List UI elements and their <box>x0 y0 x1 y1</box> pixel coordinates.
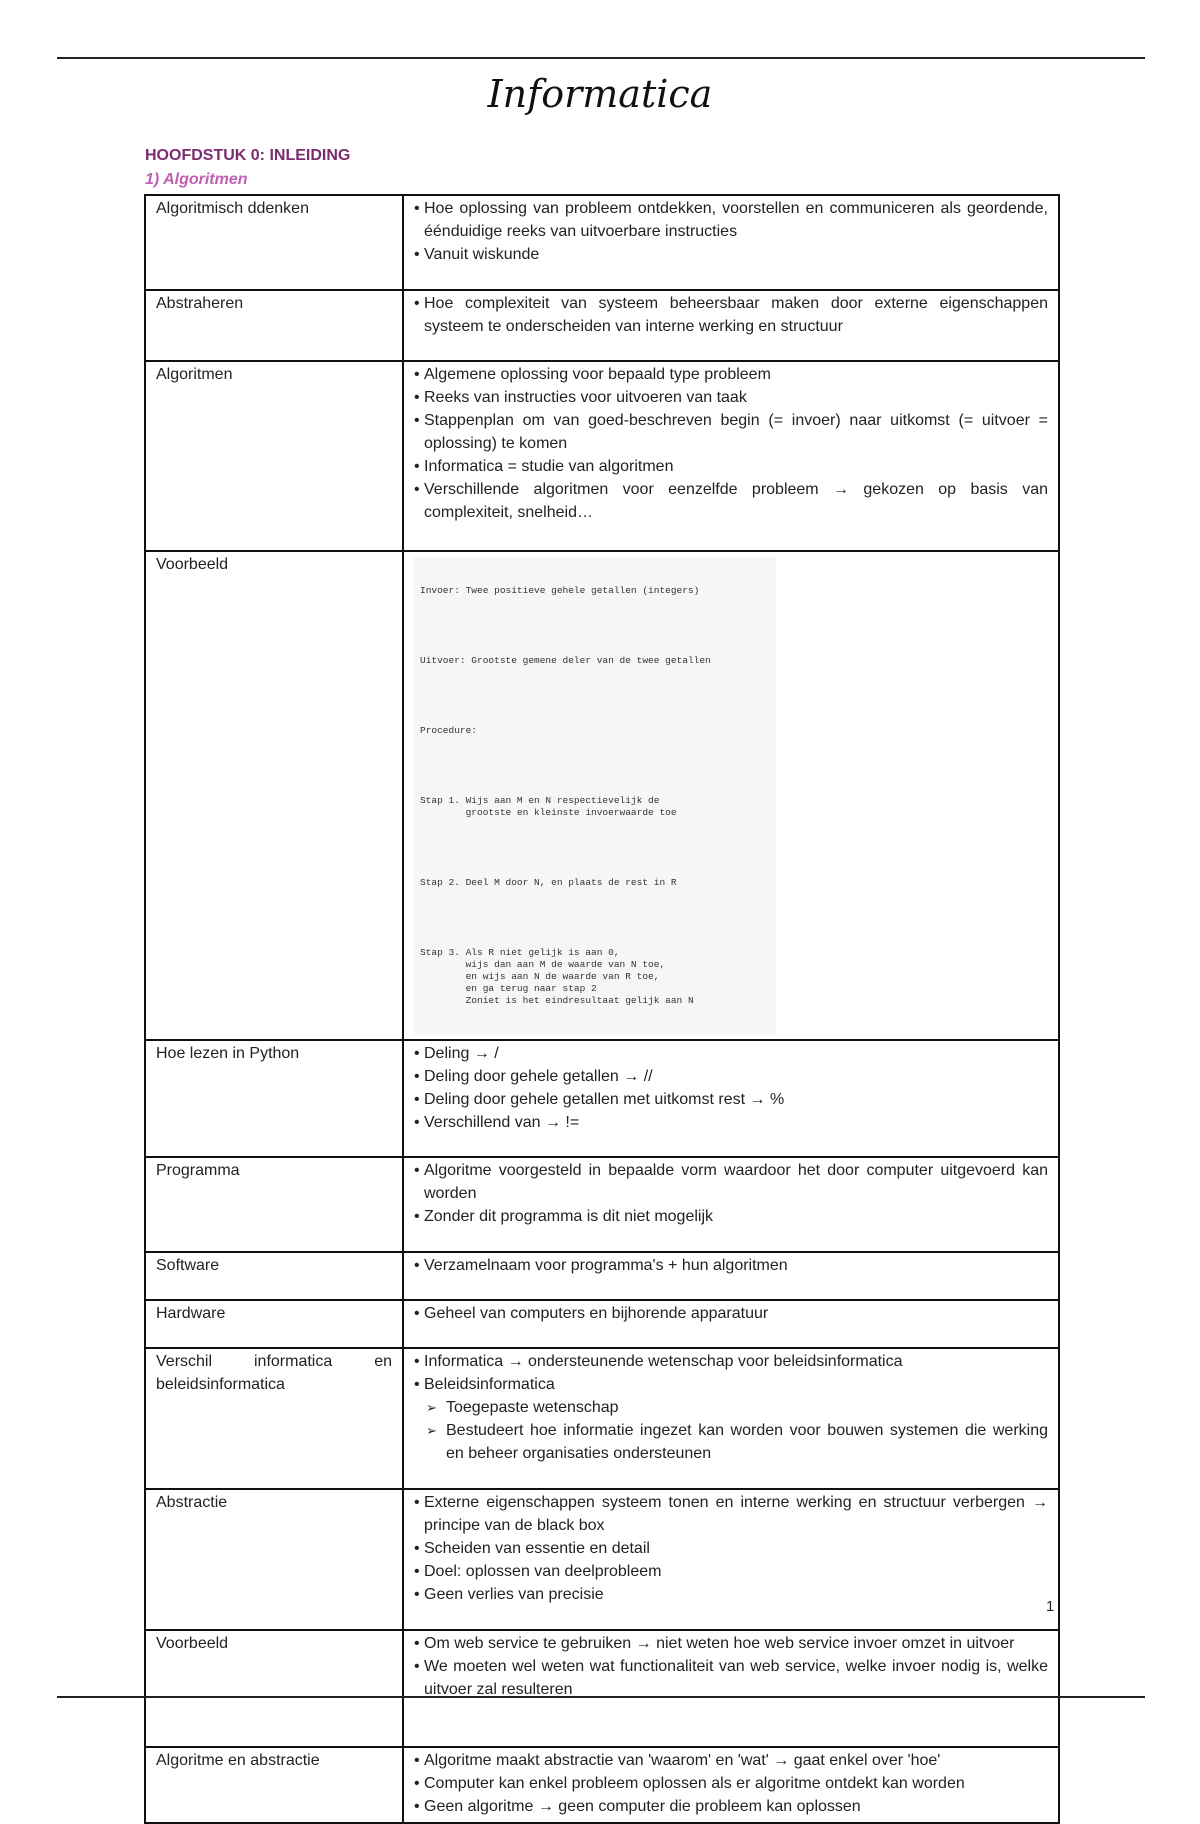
table-row <box>145 290 1059 361</box>
term-cell: Software <box>145 1252 403 1300</box>
bullet-item: • We moeten wel weten wat functionaliteit van web service, welke invoer nodig is, welke uitvoer zal resulteren <box>414 1655 1048 1701</box>
bullet-item: • Hoe oplossing van probleem ontdekken, voorstellen en communiceren als geordende, éénduidige reeks van uitvoerbare instructies <box>414 197 1048 243</box>
table-row <box>145 361 1059 551</box>
bullet-item: • Verschillende algoritmen voor eenzelfde probleem → gekozen op basis van complexiteit, snelheid… <box>414 478 1048 524</box>
bullet-item: • Scheiden van essentie en detail <box>414 1537 1048 1560</box>
sub-bullet-item: ➢ Toegepaste wetenschap <box>414 1396 1048 1419</box>
table-row <box>145 1630 1059 1747</box>
table-row <box>145 1157 1059 1252</box>
bullet-item: • Geheel van computers en bijhorende apparatuur <box>414 1302 1048 1325</box>
bullet-item: • Verzamelnaam voor programma's + hun algoritmen <box>414 1254 1048 1277</box>
chapter-heading: HOOFDSTUK 0: INLEIDING <box>145 147 351 164</box>
bullet-item: • Externe eigenschappen systeem tonen en interne werking en structuur verbergen → principe van de black box <box>414 1491 1048 1537</box>
term-cell: Hoe lezen in Python <box>145 1040 403 1157</box>
section-heading: 1) Algoritmen <box>145 171 248 188</box>
table-row <box>145 551 1059 1040</box>
description-cell <box>403 1157 1059 1252</box>
term-cell: Abstractie <box>145 1489 403 1630</box>
top-rule <box>57 57 1145 59</box>
description-cell <box>403 551 1059 1040</box>
bullet-item: • Deling door gehele getallen met uitkomst rest → % <box>414 1088 1048 1111</box>
table-row <box>145 1040 1059 1157</box>
page-number: 1 <box>1046 1598 1055 1615</box>
bullet-item: • Informatica → ondersteunende wetenschap voor beleidsinformatica <box>414 1350 1048 1373</box>
table-row <box>145 1489 1059 1630</box>
table-row <box>145 1252 1059 1300</box>
code-line: Stap 2. Deel M door N, en plaats de rest in R <box>420 877 677 888</box>
term-cell: Algoritmen <box>145 361 403 551</box>
bullet-item: • Beleidsinformatica <box>414 1373 1048 1396</box>
term-cell: Voorbeeld <box>145 551 403 1040</box>
bullet-item: • Computer kan enkel probleem oplossen als er algoritme ontdekt kan worden <box>414 1772 1048 1795</box>
bullet-item: • Verschillend van → != <box>414 1111 1048 1134</box>
bullet-item: • Algoritme maakt abstractie van 'waarom' en 'wat' → gaat enkel over 'hoe' <box>414 1749 1048 1772</box>
term-cell: Hardware <box>145 1300 403 1348</box>
bullet-item: • Deling door gehele getallen → // <box>414 1065 1048 1088</box>
table-row <box>145 1747 1059 1823</box>
code-line: Stap 3. Als R niet gelijk is aan 0, wijs dan aan M de waarde van N toe, en wijs aan N de waarde van R toe, en ga terug naar stap 2 Zoniet is het eindresultaat gelijk aan N <box>420 947 694 1006</box>
sub-bullet-item: ➢ Bestudeert hoe informatie ingezet kan worden voor bouwen systemen die werking en beheer organisaties ondersteunen <box>414 1419 1048 1465</box>
code-line: Procedure: <box>420 725 478 736</box>
table-row <box>145 1300 1059 1348</box>
description-cell <box>403 1630 1059 1747</box>
bullet-item: • Doel: oplossen van deelprobleem <box>414 1560 1048 1583</box>
description-cell <box>403 1300 1059 1348</box>
term-cell: Programma <box>145 1157 403 1252</box>
bullet-item: • Reeks van instructies voor uitvoeren van taak <box>414 386 1048 409</box>
description-cell <box>403 290 1059 361</box>
bottom-rule <box>57 1696 1145 1698</box>
code-line: Invoer: Twee positieve gehele getallen (integers) <box>420 585 700 596</box>
bullet-item: • Algemene oplossing voor bepaald type probleem <box>414 363 1048 386</box>
description-cell <box>403 1252 1059 1300</box>
table-row <box>145 195 1059 290</box>
description-cell <box>403 195 1059 290</box>
code-line: Uitvoer: Grootste gemene deler van de twee getallen <box>420 655 711 666</box>
term-cell: Algoritme en abstractie <box>145 1747 403 1823</box>
bullet-item: • Om web service te gebruiken → niet weten hoe web service invoer omzet in uitvoer <box>414 1632 1048 1655</box>
code-example <box>414 557 776 1035</box>
page-title: Informatica <box>487 72 713 116</box>
table-row <box>145 1348 1059 1489</box>
term-cell: Algoritmisch ddenken <box>145 195 403 290</box>
bullet-item: • Zonder dit programma is dit niet mogelijk <box>414 1205 1048 1228</box>
notes-table <box>144 194 1060 1824</box>
description-cell <box>403 1040 1059 1157</box>
bullet-item: • Geen verlies van precisie <box>414 1583 1048 1606</box>
term-cell: Voorbeeld <box>145 1630 403 1747</box>
bullet-item: • Algoritme voorgesteld in bepaalde vorm waardoor het door computer uitgevoerd kan worden <box>414 1159 1048 1205</box>
description-cell <box>403 361 1059 551</box>
code-line: Stap 1. Wijs aan M en N respectievelijk de grootste en kleinste invoerwaarde toe <box>420 795 677 818</box>
bullet-item: • Geen algoritme → geen computer die probleem kan oplossen <box>414 1795 1048 1818</box>
description-cell <box>403 1747 1059 1823</box>
bullet-item: • Deling → / <box>414 1042 1048 1065</box>
description-cell <box>403 1489 1059 1630</box>
bullet-item: • Informatica = studie van algoritmen <box>414 455 1048 478</box>
description-cell <box>403 1348 1059 1489</box>
bullet-item: • Stappenplan om van goed-beschreven begin (= invoer) naar uitkomst (= uitvoer = oplossing) te komen <box>414 409 1048 455</box>
term-cell: Abstraheren <box>145 290 403 361</box>
bullet-item: • Hoe complexiteit van systeem beheersbaar maken door externe eigenschappen systeem te onderscheiden van interne werking en structuur <box>414 292 1048 338</box>
term-cell: Verschil informatica en beleidsinformatica <box>145 1348 403 1489</box>
bullet-item: • Vanuit wiskunde <box>414 243 1048 266</box>
